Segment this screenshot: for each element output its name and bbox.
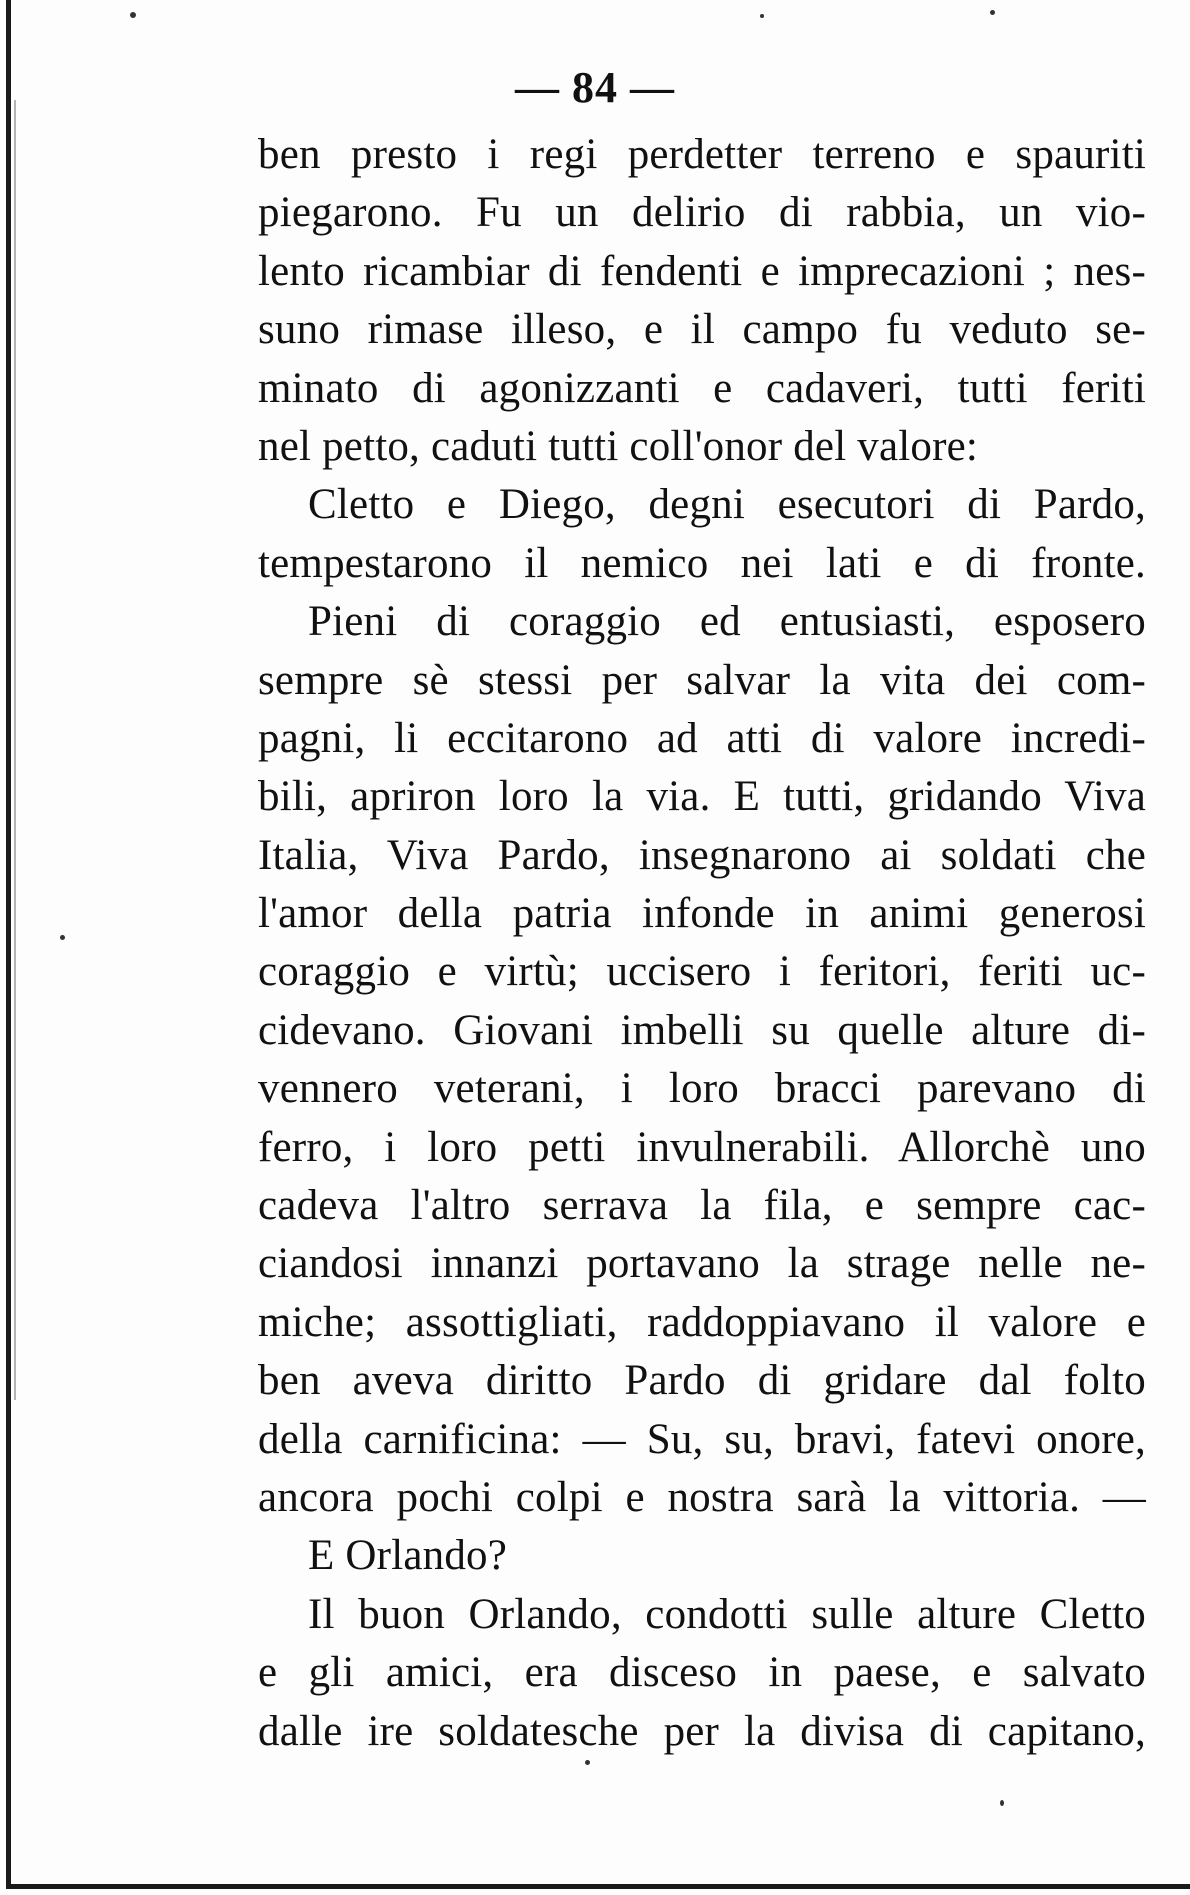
page-number: — 84 —	[515, 63, 675, 112]
scan-border-left	[6, 0, 11, 1885]
text-line: lento ricambiar di fendenti e imprecazioni ; nes-	[258, 247, 1146, 295]
text-line: Italia, Viva Pardo, insegnarono ai soldati che	[258, 831, 1146, 879]
scan-speck	[1000, 1800, 1004, 1806]
scan-border-bottom	[6, 1884, 1190, 1889]
text-line: sempre sè stessi per salvar la vita dei com-	[258, 656, 1146, 704]
text-line: e gli amici, era disceso in paese, e salvato	[258, 1649, 1146, 1697]
text-line: Cletto e Diego, degni esecutori di Pardo,	[308, 481, 1146, 529]
body-text	[258, 126, 1146, 1761]
text-line: vennero veterani, i loro bracci parevano di	[258, 1065, 1146, 1113]
text-line: cadeva l'altro serrava la fila, e sempre cac-	[258, 1182, 1146, 1230]
text-line: coraggio e virtù; uccisero i feritori, feriti uc-	[258, 948, 1146, 996]
text-line: Il buon Orlando, condotti sulle alture Cletto	[308, 1590, 1146, 1638]
text-line: ben aveva diritto Pardo di gridare dal folto	[258, 1357, 1146, 1405]
scan-speck	[990, 10, 995, 15]
text-line: piegarono. Fu un delirio di rabbia, un vio-	[258, 189, 1146, 237]
text-line: minato di agonizzanti e cadaveri, tutti feriti	[258, 364, 1146, 412]
text-line: suno rimase illeso, e il campo fu veduto se-	[258, 306, 1146, 354]
text-line: tempestarono il nemico nei lati e di fronte.	[258, 539, 1146, 587]
text-line: ancora pochi colpi e nostra sarà la vittoria. —	[258, 1473, 1146, 1521]
text-line: ben presto i regi perdetter terreno e spauriti	[258, 131, 1146, 178]
text-line: l'amor della patria infonde in animi generosi	[258, 890, 1146, 938]
scan-speck	[760, 14, 764, 18]
text-line: della carnificina: — Su, su, bravi, fatevi onore,	[258, 1415, 1146, 1463]
text-line: miche; assottigliati, raddoppiavano il valore e	[258, 1298, 1146, 1346]
text-line: pagni, li eccitarono ad atti di valore incredi-	[258, 714, 1146, 762]
text-line: ciandosi innanzi portavano la strage nelle ne-	[258, 1240, 1146, 1288]
text-line: bili, apriron loro la via. E tutti, gridando Viva	[258, 773, 1146, 821]
scan-border-shadow	[14, 100, 16, 1400]
scan-speck	[130, 12, 136, 18]
text-line: nel petto, caduti tutti coll'onor del valore:	[258, 422, 979, 470]
text-line: Pieni di coraggio ed entusiasti, esposero	[308, 598, 1146, 646]
text-line: ferro, i loro petti invulnerabili. Allorchè uno	[258, 1123, 1146, 1171]
text-line: cidevano. Giovani imbelli su quelle alture di-	[258, 1006, 1146, 1054]
text-line: dalle ire soldatesche per la divisa di capitano,	[258, 1707, 1146, 1755]
text-line: E Orlando?	[308, 1532, 508, 1580]
scan-speck	[60, 935, 65, 940]
